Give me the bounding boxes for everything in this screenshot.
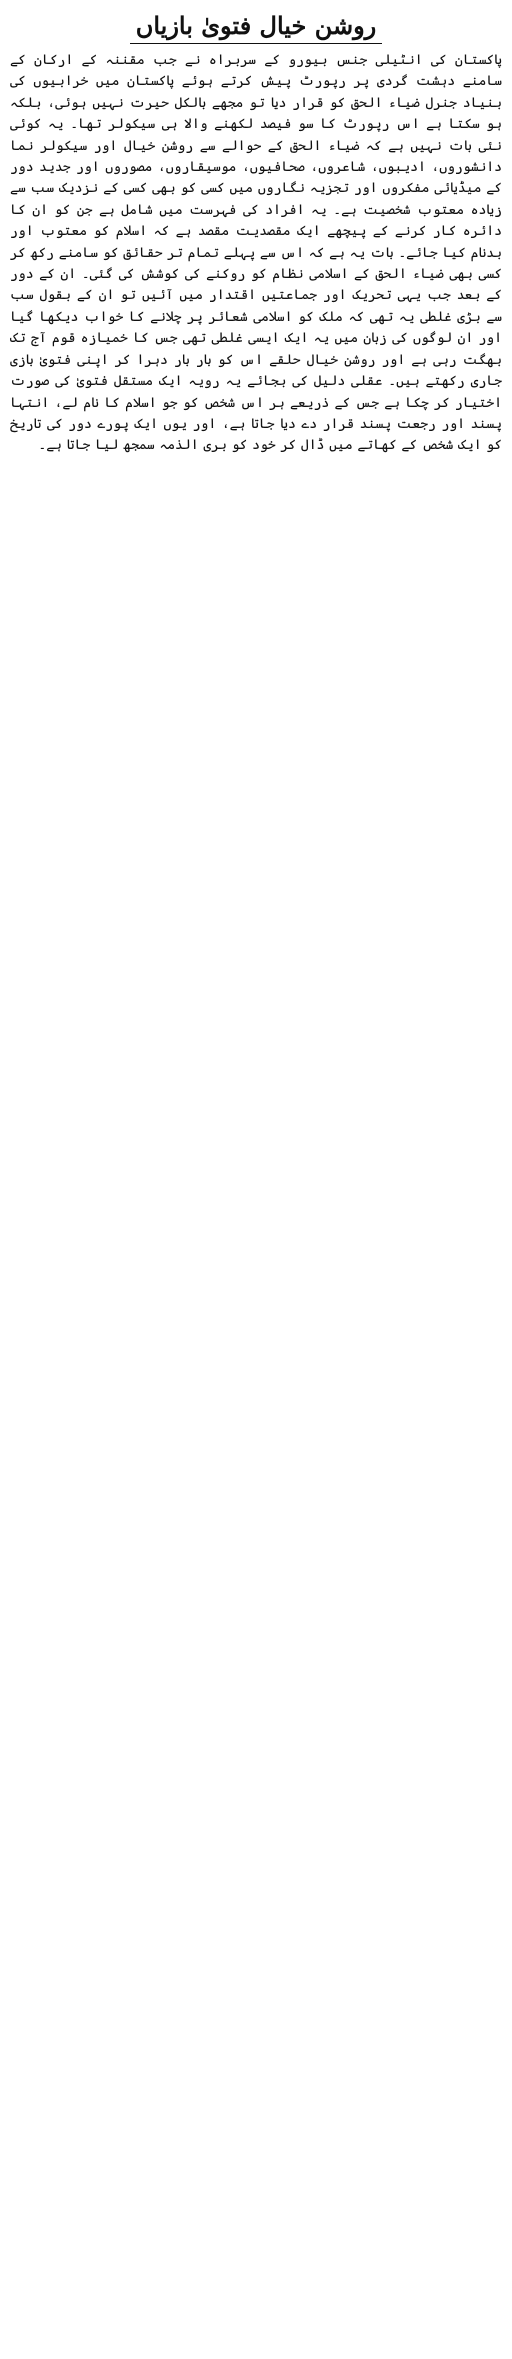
article-paragraph: پاکستان کی انٹیلی جنس بیورو کے سربراہ نے جب مقننہ کے ارکان کے سامنے دہشت گردی پر رپورٹ پیش کرتے ہوئے پاکستان میں خرابیوں کی بنیاد جنرل ضیاء الحق کو قرار دیا تو مجھے بالکل حیرت نہیں ہوئی، بلکہ ہو سکتا ہے اس رپورٹ کا سو فیصد لکھنے والا ہی سیکولر تھا۔ یہ کوئی نئی بات نہیں ہے کہ ضیاء الحق کے حوالے سے روشن خیال اور سیکولر نما دانشوروں، ادیبوں، شاعروں، صحافیوں، موسیقاروں، مصوروں اور جدید دور کے میڈیائی مفکروں اور تجزیہ نگاروں میں کسی کو بھی کسی کے نزدیک سب سے زیادہ معتوب شخصیت ہے۔ یہ افراد کی فہرست میں شامل ہے جن کو ان کا دائرہ کار کرنے کے پیچھے ایک مقصدیت مقصد ہے کہ اسلام کو معتوب اور بدنام کیا جائے۔ بات یہ ہے کہ اس سے پہلے تمام تر حقائق کو سامنے رکھ کر کسی بھی ضیاء الحق کے اسلامی نظام کو روکنے کی کوشش کی گئی۔ ان کے دور کے بعد جب یہی تحریک اور جماعتیں اقتدار میں آئیں تو ان کے بقول سب سے بڑی غلطی یہ تھی کہ ملک کو اسلامی شعائر پر چلانے کا خواب دیکھا گیا اور ان لوگوں کی زبان میں یہ ایک ایسی غلطی تھی جس کا خمیازہ قوم آج تک بھگت رہی ہے اور روشن خیال حلقے اس کو بار بار دہرا کر اپنی فتویٰ بازی جاری رکھتے ہیں۔ عقلی دلیل کی بجائے یہ رویہ ایک مستقل فتویٰ کی صورت اختیار کر چکا ہے جس کے ذریعے ہر اس شخص کو جو اسلام کا نام لے، انتہا پسند اور رجعت پسند قرار دے دیا جاتا ہے، اور یوں ایک پورے دور کی تاریخ کو ایک شخص کے کھاتے میں ڈال کر خود کو بری الذمہ سمجھ لیا جاتا ہے۔ [10, 53, 502, 454]
article-body [10, 50, 502, 457]
article-headline [10, 12, 502, 40]
headline-text: روشن خیال فتویٰ بازیاں [130, 11, 383, 44]
